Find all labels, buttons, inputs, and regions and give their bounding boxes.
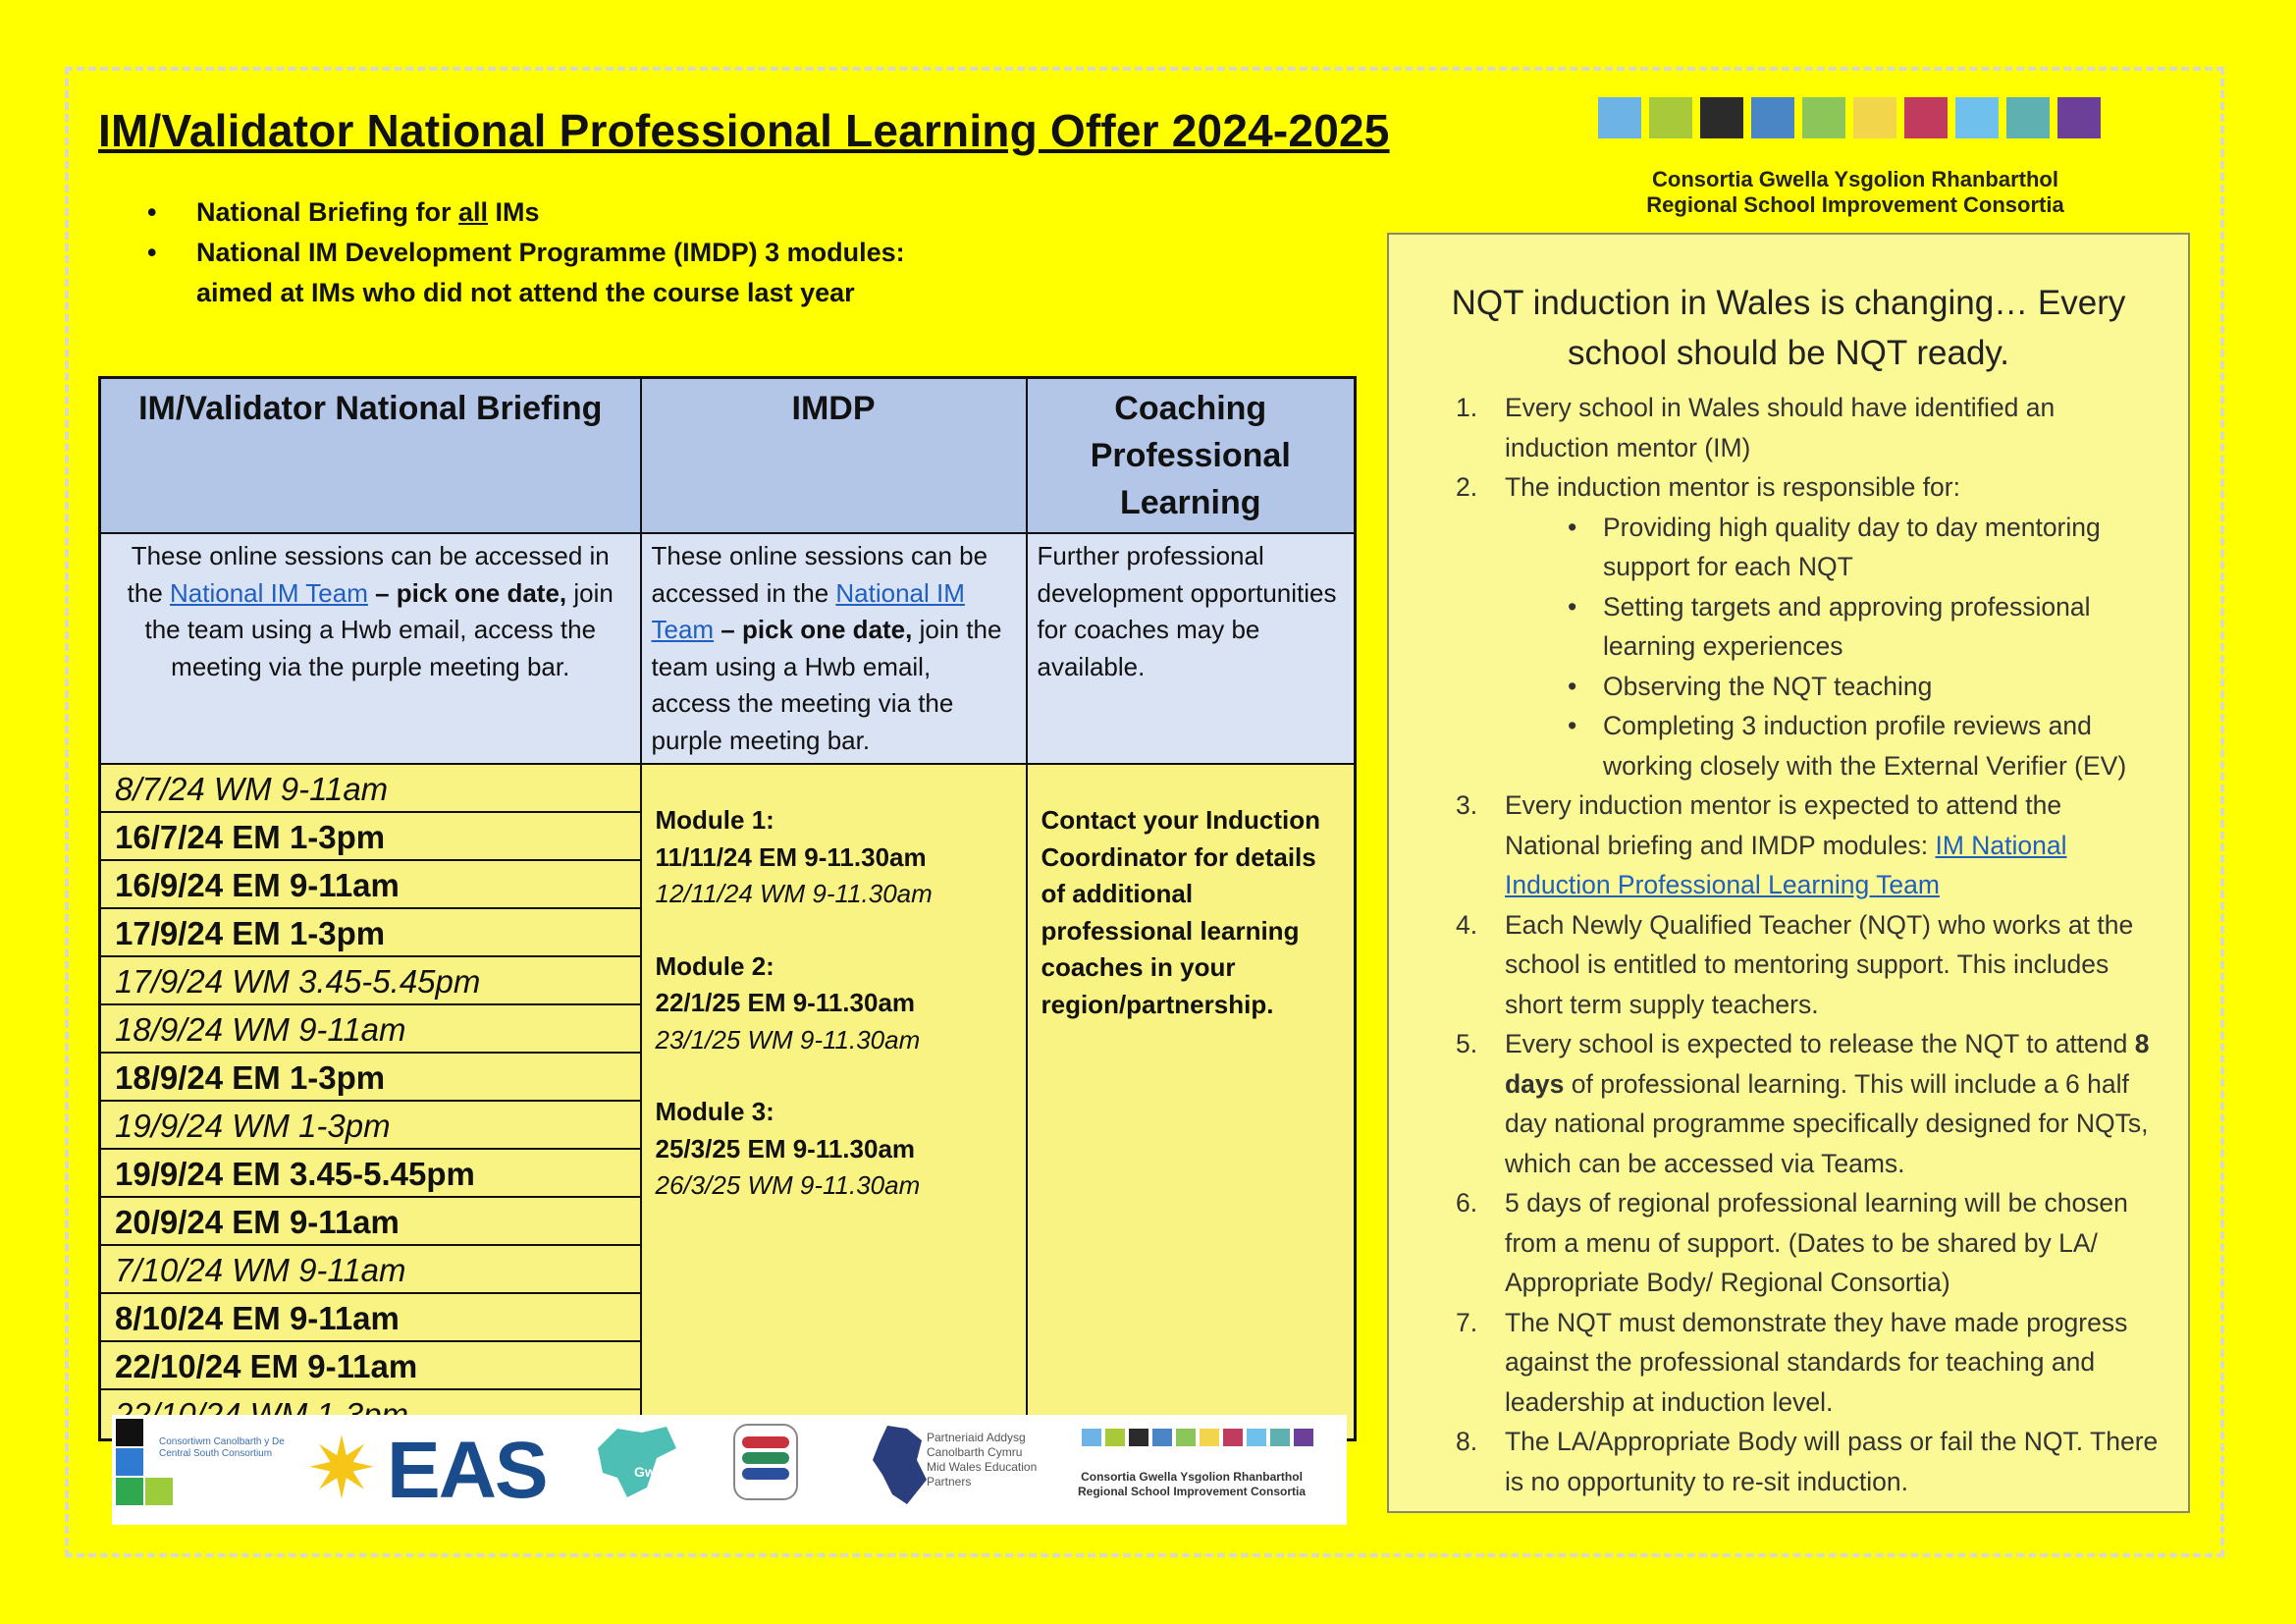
nqt-item-bold: 8 days <box>1505 1029 2150 1099</box>
table-sessions-row <box>100 764 1356 1440</box>
nqt-item-number: 4. <box>1456 909 1478 940</box>
nqt-item-text: The induction mentor is responsible for: <box>1505 472 1960 502</box>
logo-swatch <box>1649 97 1692 138</box>
responsibility-item: • Completing 3 induction profile reviews and working closely with the External Verifier (EV) <box>1505 706 2161 785</box>
bullet-imdp-line1: National IM Development Programme (IMDP) 3 modules: <box>196 238 905 267</box>
module-em: 22/1/25 EM 9-11.30am <box>655 988 916 1017</box>
mini-swatch <box>1082 1429 1101 1446</box>
nqt-item <box>1389 905 2188 1025</box>
briefing-date-row: 17/9/24 EM 1-3pm <box>101 909 640 957</box>
nqt-item-text: Every induction mentor is expected to attend the National briefing and IMDP modules: <box>1505 790 2062 860</box>
nqt-item-number: 3. <box>1456 790 1478 820</box>
mini-swatch <box>1270 1429 1290 1446</box>
csc-square <box>145 1478 173 1505</box>
briefing-dates <box>100 764 641 1440</box>
imdp-desc-text: These online sessions can be accessed in the <box>651 541 988 608</box>
partneriaeth-logo-icon <box>732 1423 799 1501</box>
consortia-name-english: Regional School Improvement Consortia <box>1646 192 2064 217</box>
imdp-modules <box>641 764 1027 1440</box>
briefing-date-row: 22/10/24 EM 9-11am <box>101 1342 640 1390</box>
imdp-desc-text-end: join the team using a Hwb email, access the meeting via the purple meeting bar. <box>651 615 1002 755</box>
consortia-logo-text <box>1571 167 2140 218</box>
briefing-description <box>100 533 641 764</box>
logo-swatch <box>1955 97 1999 138</box>
header-national-briefing: IM/Validator National Briefing <box>100 378 641 534</box>
eas-star-icon: ✷ <box>306 1422 378 1516</box>
imdp-national-im-team-link[interactable]: National IM Team <box>651 577 965 644</box>
responsibility-item: • Observing the NQT teaching <box>1505 667 2161 707</box>
coaching-contact: Contact your Induction Coordinator for details of additional professional learning coaches in your region/partnership. <box>1027 764 1356 1440</box>
bullet-briefing-text-end: IMs <box>488 197 540 227</box>
mini-swatch <box>1294 1429 1313 1446</box>
consortia-mini-line1: Consortia Gwella Ysgolion Rhanbarthol <box>1081 1470 1303 1484</box>
imdp-module <box>656 802 1012 913</box>
nqt-item-number: 8. <box>1456 1427 1478 1456</box>
briefing-date-row: 18/9/24 WM 9-11am <box>101 1005 640 1054</box>
nqt-item-number: 6. <box>1456 1188 1478 1218</box>
nqt-heading: NQT induction in Wales is changing… Every school should be NQT ready. <box>1451 284 2126 372</box>
nqt-item-text: Every school is expected to release the NQT to attend <box>1505 1029 2135 1058</box>
mini-swatch <box>1129 1429 1148 1446</box>
mini-swatch <box>1176 1429 1196 1446</box>
nqt-item-text: Each Newly Qualified Teacher (NQT) who works at the school is entitled to mentoring support. This includes short term supply teachers. <box>1505 909 2134 1019</box>
mini-swatch <box>1223 1429 1243 1446</box>
nqt-item-number: 2. <box>1456 472 1478 502</box>
briefing-date-row: 8/10/24 EM 9-11am <box>101 1294 640 1342</box>
gwe-map-icon <box>588 1419 681 1505</box>
coaching-description: Further professional development opportunities for coaches may be available. <box>1027 533 1356 764</box>
header-coaching: Coaching Professional Learning <box>1027 378 1356 534</box>
nqt-item <box>1389 1024 2188 1183</box>
mini-swatch <box>1105 1429 1125 1446</box>
responsibility-item: • Providing high quality day to day mentoring support for each NQT <box>1505 508 2161 587</box>
csc-square <box>116 1478 143 1505</box>
csc-logo-icon <box>116 1419 206 1505</box>
briefing-desc-text-end: join the team using a Hwb email, access the meeting via the purple meeting bar. <box>144 577 614 681</box>
nqt-item <box>1389 388 2188 467</box>
logo-swatch <box>1853 97 1896 138</box>
briefing-desc-text: These online sessions can be accessed in the <box>127 541 610 608</box>
briefing-date-row: 19/9/24 WM 1-3pm <box>101 1102 640 1150</box>
briefing-date-row: 7/10/24 WM 9-11am <box>101 1246 640 1294</box>
table-description-row <box>100 533 1356 764</box>
mini-swatch <box>1152 1429 1172 1446</box>
briefing-date-row: 18/9/24 EM 1-3pm <box>101 1054 640 1102</box>
logo-swatch <box>2006 97 2050 138</box>
mini-swatch <box>1200 1429 1219 1446</box>
nqt-item-number: 1. <box>1456 393 1478 422</box>
nqt-item-text-end: of professional learning. This will include a 6 half day national programme specifically designed for NQTs, which can be accessed via Teams. <box>1505 1068 2149 1178</box>
consortia-mini-line2: Regional School Improvement Consortia <box>1077 1485 1307 1498</box>
logo-swatch <box>1904 97 1948 138</box>
im-national-induction-team-link[interactable]: IM National Induction Professional Learning Team <box>1505 830 2067 899</box>
nqt-info-box <box>1387 233 2190 1513</box>
csc-square <box>116 1448 143 1476</box>
mentor-responsibilities <box>1505 508 2161 786</box>
logo-swatch <box>1700 97 1743 138</box>
nqt-item-text: Every school in Wales should have identified an induction mentor (IM) <box>1505 393 2056 462</box>
offer-bullets <box>147 192 905 313</box>
responsibility-item: • Setting targets and approving professional learning experiences <box>1505 587 2161 667</box>
module-em: 25/3/25 EM 9-11.30am <box>655 1133 916 1164</box>
bullet-briefing-underline: all <box>458 197 489 227</box>
imdp-module <box>656 1094 1012 1205</box>
nqt-item-number: 5. <box>1456 1029 1478 1058</box>
mini-swatch <box>1247 1429 1266 1446</box>
logo-swatch <box>2057 97 2101 138</box>
module-wm: 12/11/24 WM 9-11.30am <box>655 879 933 908</box>
gwe-logo: GwE <box>634 1464 666 1480</box>
nqt-item <box>1389 467 2188 785</box>
briefing-date-row: 20/9/24 EM 9-11am <box>101 1198 640 1246</box>
national-im-team-link[interactable]: National IM Team <box>170 577 368 608</box>
consortia-logo-swatches <box>1598 97 2101 138</box>
briefing-desc-bold: – pick one date, <box>367 577 567 608</box>
header-imdp: IMDP <box>641 378 1027 534</box>
nqt-item <box>1389 1183 2188 1303</box>
partner-logos <box>112 1415 1347 1525</box>
page-title: IM/Validator National Professional Learning Offer 2024-2025 <box>98 105 1390 156</box>
nqt-item-text: 5 days of regional professional learning will be chosen from a menu of support. (Dates to be shared by LA/ Appropriate Body/ Regional Consortia) <box>1505 1188 2128 1297</box>
module-title: Module 1: <box>655 805 774 835</box>
csc-logo-text: Consortiwm Canolbarth y De Central South Consortium <box>159 1436 285 1459</box>
bullet-imdp <box>147 233 905 313</box>
imdp-desc-bold: – pick one date, <box>714 615 913 644</box>
consortia-name-welsh: Consortia Gwella Ysgolion Rhanbarthol <box>1652 167 2058 191</box>
module-title: Module 3: <box>655 1097 774 1126</box>
logo-swatch <box>1598 97 1641 138</box>
sessions-table <box>98 376 1357 1441</box>
nqt-item <box>1389 1422 2188 1501</box>
module-em: 11/11/24 EM 9-11.30am <box>655 841 927 872</box>
nqt-item-number: 7. <box>1456 1307 1478 1337</box>
imdp-module <box>656 948 1012 1059</box>
briefing-date-row: 8/7/24 WM 9-11am <box>101 765 640 813</box>
table-header-row <box>100 378 1356 534</box>
briefing-date-row: 16/9/24 EM 9-11am <box>101 861 640 909</box>
imdp-description <box>641 533 1027 764</box>
module-wm: 26/3/25 WM 9-11.30am <box>655 1170 921 1200</box>
module-title: Module 2: <box>655 950 774 981</box>
bullet-imdp-line2: aimed at IMs who did not attend the course last year <box>196 278 855 307</box>
csc-square <box>116 1419 143 1446</box>
nqt-list <box>1389 388 2188 1501</box>
consortia-mini-text <box>1064 1470 1319 1499</box>
nqt-item-text: The NQT must demonstrate they have made progress against the professional standards for teaching and leadership at induction level. <box>1505 1307 2128 1417</box>
logo-swatch <box>1802 97 1845 138</box>
consortia-mini-swatches <box>1082 1429 1313 1446</box>
bullet-briefing-text: National Briefing for <box>196 197 459 227</box>
nqt-item <box>1389 785 2188 905</box>
mwep-logo-text: Partneriaid Addysg Canolbarth Cymru Mid Wales Education Partners <box>927 1431 1038 1489</box>
nqt-item-text: The LA/Appropriate Body will pass or fail the NQT. There is no opportunity to re-sit induction. <box>1505 1427 2159 1496</box>
logo-swatch <box>1751 97 1794 138</box>
briefing-date-row: 17/9/24 WM 3.45-5.45pm <box>101 957 640 1005</box>
briefing-date-row: 19/9/24 EM 3.45-5.45pm <box>101 1150 640 1198</box>
bullet-briefing <box>147 192 905 233</box>
module-wm: 23/1/25 WM 9-11.30am <box>655 1024 921 1055</box>
eas-logo: EAS <box>387 1426 547 1515</box>
briefing-date-row: 16/7/24 EM 1-3pm <box>101 813 640 861</box>
nqt-item <box>1389 1303 2188 1423</box>
